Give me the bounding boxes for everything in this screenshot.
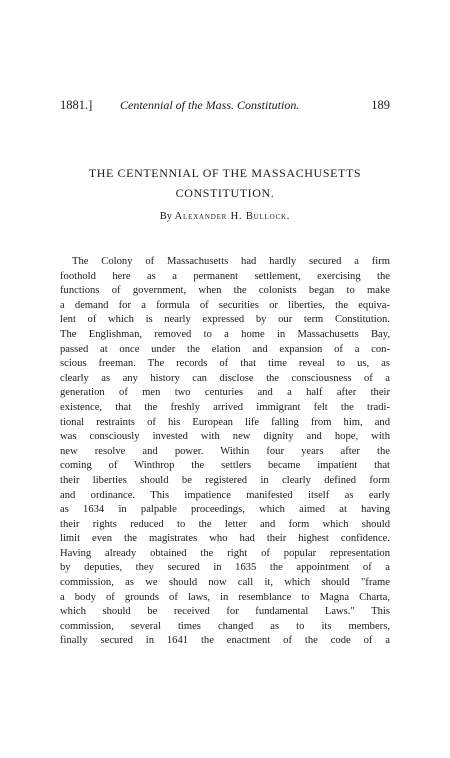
text-line: The Colony of Massachusetts had hardly secured a firm xyxy=(72,256,390,267)
text-line: which should be received for fundamental Laws." This xyxy=(60,606,390,618)
running-head-title: Centennial of the Mass. Constitution. xyxy=(120,98,300,112)
text-line: foothold here as a permanent settlement, exercising the xyxy=(60,270,390,282)
running-head xyxy=(60,97,390,113)
text-line: clearly as any history can disclose the consciousness of a xyxy=(60,372,390,384)
text-line: passed at once under the elation and expansion of a con- xyxy=(60,343,390,355)
article-title-line-2: CONSTITUTION. xyxy=(175,186,275,200)
text-line: their rights reduced to the letter and form which should xyxy=(60,518,390,530)
text-line: a body of grounds of laws, in resemblance to Magna Charta, xyxy=(60,591,390,603)
page-number: 189 xyxy=(371,98,390,112)
byline xyxy=(60,210,390,224)
text-line: their liberties should be registered in clearly defined form xyxy=(60,474,390,486)
text-line: as 1634 in palpable proceedings, which aimed at having xyxy=(60,504,390,516)
text-line: Having already obtained the right of popular representation xyxy=(60,547,390,559)
text-line: finally secured in 1641 the enactment of the code of a xyxy=(60,635,390,647)
text-line: new resolve and power. Within four years after the xyxy=(60,445,390,457)
text-line: tional restraints of his European life falling from him, and xyxy=(60,416,390,428)
text-line: generation of men two centuries and a half after their xyxy=(60,387,390,399)
text-line: by deputies, they secured in 1635 the appointment of a xyxy=(60,562,390,574)
byline-by: By xyxy=(159,211,173,222)
text-line: and ordinance. This impatience manifested itself as early xyxy=(60,489,390,501)
article-body xyxy=(60,255,390,649)
article-title-line-1: THE CENTENNIAL OF THE MASSACHUSETTS xyxy=(88,166,362,180)
text-line: was consciously invested with new dignity and hope, with xyxy=(60,431,390,443)
text-line: limit even the magistrates who had their highest confidence. xyxy=(60,533,390,545)
text-line: lent of which is nearly expressed by our term Constitution. xyxy=(60,314,390,326)
text-line: scious freeman. The records of that time reveal to us, as xyxy=(60,358,390,370)
text-line: commission, several times changed as to its members, xyxy=(60,620,390,632)
text-line: a demand for a formula of securities or liberties, the equiva- xyxy=(60,299,390,311)
byline-author: Alexander H. Bullock. xyxy=(174,211,291,222)
text-line: functions of government, when the colonists began to make xyxy=(60,285,390,297)
text-line: existence, that the freshly arrived immigrant felt the tradi- xyxy=(60,401,390,413)
text-line: The Englishman, removed to a home in Massachusetts Bay, xyxy=(60,328,390,340)
running-head-year: 1881.] xyxy=(60,98,93,112)
text-line: commission, as we should now call it, which should "frame xyxy=(60,577,390,589)
text-line: coming of Winthrop the settlers became impatient that xyxy=(60,460,390,472)
